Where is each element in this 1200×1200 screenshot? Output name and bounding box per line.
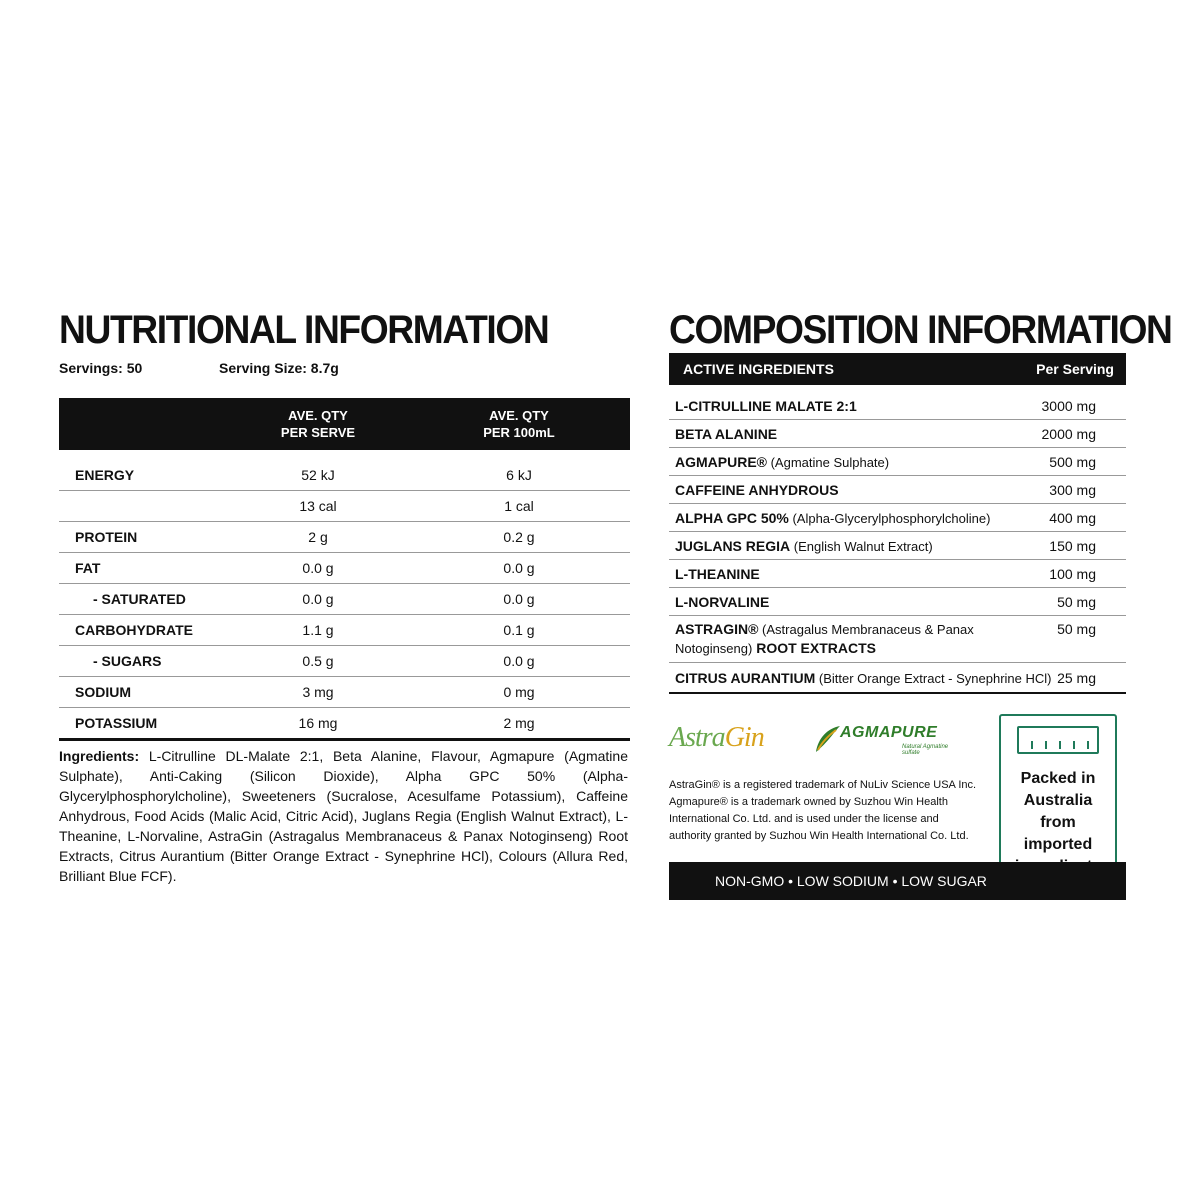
row-label: PROTEIN [75,529,138,545]
table-row [59,708,630,741]
per-100ml-value: 0.0 g [503,560,535,576]
per-100ml-value: 0.0 g [503,653,535,669]
brand-logos [669,718,989,768]
per-100ml-value: 1 cal [504,498,534,514]
per-serve-value: 2 g [308,529,328,545]
per-serve-value: 16 mg [298,715,338,731]
ingredient-qty: 50 mg [1057,621,1096,637]
packed-in-australia-badge [999,714,1117,884]
serving-info [59,358,630,378]
per-serve-value: 0.0 g [302,560,334,576]
row-label: SODIUM [75,684,131,700]
row-label: - SATURATED [93,591,186,607]
per-serve-value: 13 cal [299,498,337,514]
table-row [59,677,630,708]
table-row [59,584,630,615]
table-row [59,615,630,646]
per-serve-value: 0.5 g [302,653,334,669]
table-row [669,504,1126,532]
ingredient-qty: 50 mg [1057,593,1096,610]
ruler-icon [1017,726,1099,754]
ingredient-qty: 150 mg [1049,537,1096,554]
nutrition-title: NUTRITIONAL INFORMATION [59,308,549,352]
servings-count: Servings: 50 [59,360,143,376]
ingredient-qty: 300 mg [1049,481,1096,498]
table-row [669,663,1126,694]
header-per-serve: AVE. QTY PER SERVE [280,408,356,440]
table-row [59,553,630,584]
table-row [669,616,1126,663]
ingredients-label: Ingredients: [59,748,140,764]
composition-panel [669,308,1172,694]
per-100ml-value: 2 mg [503,715,535,731]
per-100ml-value: 6 kJ [506,467,532,483]
ingredient-name-tail: ROOT EXTRACTS [752,640,876,656]
table-row [669,392,1126,420]
astragin-logo: AstraGin [669,722,764,753]
ingredient-name: L-THEANINE [675,565,760,582]
agmapure-logo: AGMAPURE Natural Agmatine sulfate [812,720,962,756]
composition-table-header [669,353,1126,385]
ingredient-qty: 500 mg [1049,453,1096,470]
ingredient-qty: 100 mg [1049,565,1096,582]
per-serve-value: 0.0 g [302,591,334,607]
ingredient-name: ASTRAGIN® [675,621,759,637]
ingredient-detail: (English Walnut Extract) [790,538,933,554]
table-row [669,448,1126,476]
nutrition-table-header [59,398,630,450]
ingredient-detail: (Agmatine Sulphate) [766,454,890,470]
table-row [59,460,630,491]
ingredient-name: JUGLANS REGIA [675,537,791,554]
ingredients-list [59,746,628,886]
ingredient-name: L-CITRULLINE MALATE 2:1 [675,397,857,414]
row-label: FAT [75,560,101,576]
table-row [669,532,1126,560]
ingredient-qty: 25 mg [1057,669,1096,686]
ingredient-detail: (Bitter Orange Extract - Synephrine HCl) [815,670,1052,686]
ingredient-name: L-NORVALINE [675,593,770,610]
claims-text: NON-GMO • LOW SODIUM • LOW SUGAR [715,873,987,889]
table-row [669,476,1126,504]
ingredient-qty: 400 mg [1049,509,1096,526]
row-label: CARBOHYDRATE [75,622,193,638]
ingredient-qty: 2000 mg [1041,425,1096,442]
per-serve-value: 52 kJ [301,467,335,483]
nutrition-table [59,460,630,741]
header-per-serving: Per Serving [1036,361,1114,377]
table-row [59,491,630,522]
ingredients-text: L-Citrulline DL-Malate 2:1, Beta Alanine, Flavour, Agmapure (Agmatine Sulphate), Anti-Caking (Silicon Dioxide), Alpha GPC 50% (Alpha-Glycerylphosphorylcholine), Sweeteners (Sucralose, Acesulfame Potassium), Caffeine Anhydrous, Food Acids (Malic Acid, Citric Acid), Juglans Regia (English Walnut Extract), L-Theanine, L-Norvaline, AstraGin (Astragalus Membranaceus & Panax Notoginseng) Root Extracts, Citrus Aurantium (Bitter Orange Extract - Synephrine HCl), Colours (Allura Red, Brilliant Blue FCF). [59,748,628,884]
table-row [669,420,1126,448]
trademark-notice: AstraGin® is a registered trademark of NuLiv Science USA Inc. Agmapure® is a trademark owned by Suzhou Win Health International Co. Ltd. and is used under the license and authority granted by Suzhou Win Health International Co. Ltd. [669,779,977,842]
ingredient-name: CITRUS AURANTIUM [675,669,816,686]
ingredient-detail: (Alpha-Glycerylphosphorylcholine) [788,510,991,526]
nutrition-panel [59,308,630,741]
per-100ml-value: 0.1 g [503,622,535,638]
per-serve-value: 1.1 g [302,622,334,638]
per-100ml-value: 0.2 g [503,529,535,545]
composition-table [669,392,1126,694]
composition-title: COMPOSITION INFORMATION [669,308,1172,352]
ingredient-name: ALPHA GPC 50% [675,509,789,526]
row-label: ENERGY [75,467,135,483]
ingredient-detail: (Astragalus Membranaceus & Panax Notoginseng) [675,622,974,656]
ingredient-name: CAFFEINE ANHYDROUS [675,481,839,498]
per-100ml-value: 0.0 g [503,591,535,607]
badge-text: Packed in Australia from imported [1020,770,1096,853]
row-label: POTASSIUM [75,715,158,731]
header-active-ingredients: ACTIVE INGREDIENTS [683,361,834,377]
row-label: - SUGARS [93,653,162,669]
ingredient-name: AGMAPURE® [675,453,767,470]
header-per-100ml: AVE. QTY PER 100mL [483,408,555,440]
table-row [59,646,630,677]
per-serve-value: 3 mg [302,684,334,700]
table-row [669,588,1126,616]
leaf-icon [812,722,842,756]
per-100ml-value: 0 mg [503,684,535,700]
table-row [669,560,1126,588]
ingredient-name: BETA ALANINE [675,425,778,442]
ingredient-qty: 3000 mg [1041,397,1096,414]
table-row [59,522,630,553]
serving-size: Serving Size: 8.7g [219,360,339,376]
claims-bar [669,862,1126,900]
